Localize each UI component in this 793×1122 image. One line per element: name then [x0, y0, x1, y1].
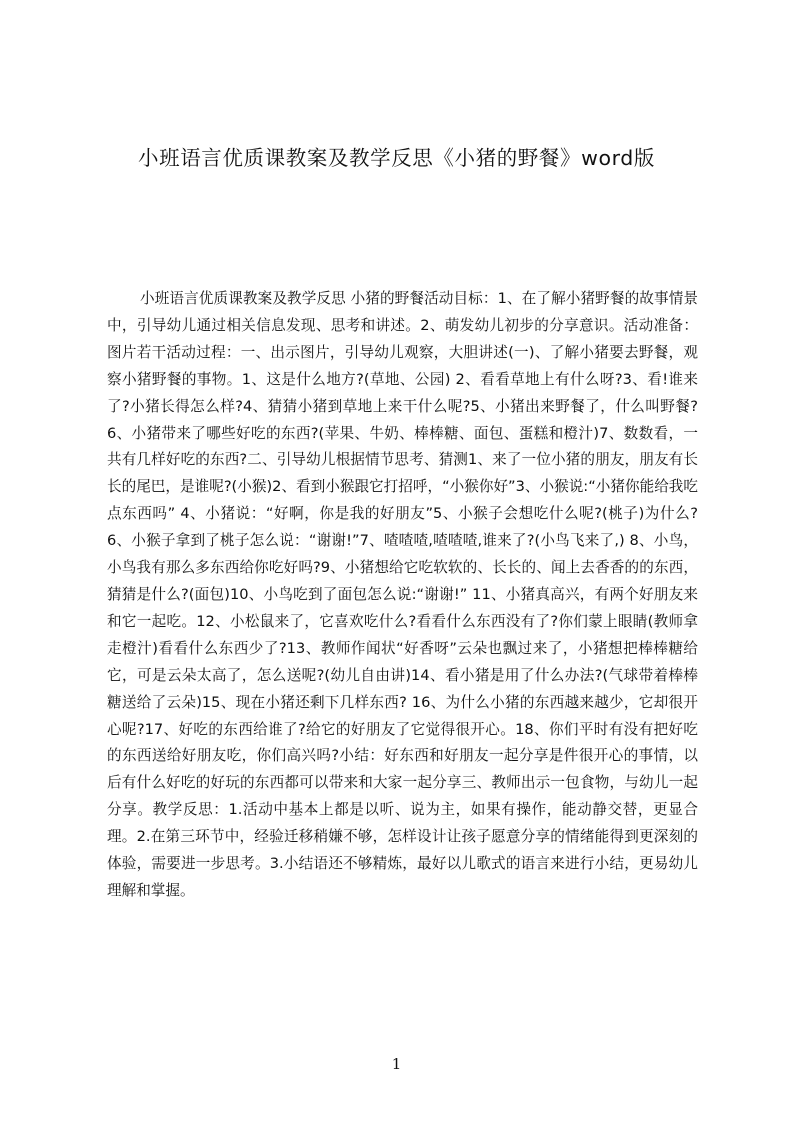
document-body-paragraph: 小班语言优质课教案及教学反思 小猪的野餐活动目标：1、在了解小猪野餐的故事情景中，引导幼儿通过相关信息发现、思考和讲述。2、萌发幼儿初步的分享意识。活动准备：图片若干活动过程：一、出示图片，引导幼儿观察，大胆讲述(一)、了解小猪要去野餐，观察小猪野餐的事物。1、这是什么地方?(草地、公园) 2、看看草地上有什么呀?3、看!谁来了?小猪长得怎么样?4、猜猜小猪到草地上来干什么呢?5、小猪出来野餐了，什么叫野餐?6、小猪带来了哪些好吃的东西?(苹果、牛奶、棒棒糖、面包、蛋糕和橙汁)7、数数看，一共有几样好吃的东西?二、引导幼儿根据情节思考、猜测1、来了一位小猪的朋友，朋友有长长的尾巴，是谁呢?(小猴)2、看到小猴跟它打招呼，“小猴你好”3、小猴说:“小猪你能给我吃点东西吗” 4、小猪说：“好啊，你是我的好朋友”5、小猴子会想吃什么呢?(桃子)为什么?6、小猴子拿到了桃子怎么说：“谢谢!”7、喳喳喳,喳喳喳,谁来了?(小鸟飞来了,) 8、小鸟，小鸟我有那么多东西给你吃好吗?9、小猪想给它吃软软的、长长的、闻上去香香的的东西，猜猜是什么?(面包)10、小鸟吃到了面包怎么说:“谢谢!” 11、小猪真高兴，有两个好朋友来和它一起吃。12、小松鼠来了，它喜欢吃什么?看看什么东西没有了?你们蒙上眼睛(教师拿走橙汁)看看什么东西少了?13、教师作闻状“好香呀”云朵也飘过来了，小猪想把棒棒糖给它，可是云朵太高了，怎么送呢?(幼儿自由讲)14、看小猪是用了什么办法?(气球带着棒棒糖送给了云朵)15、现在小猪还剩下几样东西? 16、为什么小猪的东西越来越少，它却很开心呢?17、好吃的东西给谁了?给它的好朋友了它觉得很开心。18、你们平时有没有把好吃的东西送给好朋友吃，你们高兴吗?小结：好东西和好朋友一起分享是件很开心的事情，以后有什么好吃的好玩的东西都可以带来和大家一起分享三、教师出示一包食物，与幼儿一起分享。教学反思：1.活动中基本上都是以听、说为主，如果有操作，能动静交替，更显合理。2.在第三环节中，经验迁移稍嫌不够，怎样设计让孩子愿意分享的情绪能得到更深刻的体验，需要进一步思考。3.小结语还不够精炼，最好以儿歌式的语言来进行小结，更易幼儿理解和掌握。 — [107, 290, 698, 899]
document-title: 小班语言优质课教案及教学反思《小猪的野餐》word版 — [138, 146, 655, 170]
page-number: 1 — [391, 1055, 402, 1073]
